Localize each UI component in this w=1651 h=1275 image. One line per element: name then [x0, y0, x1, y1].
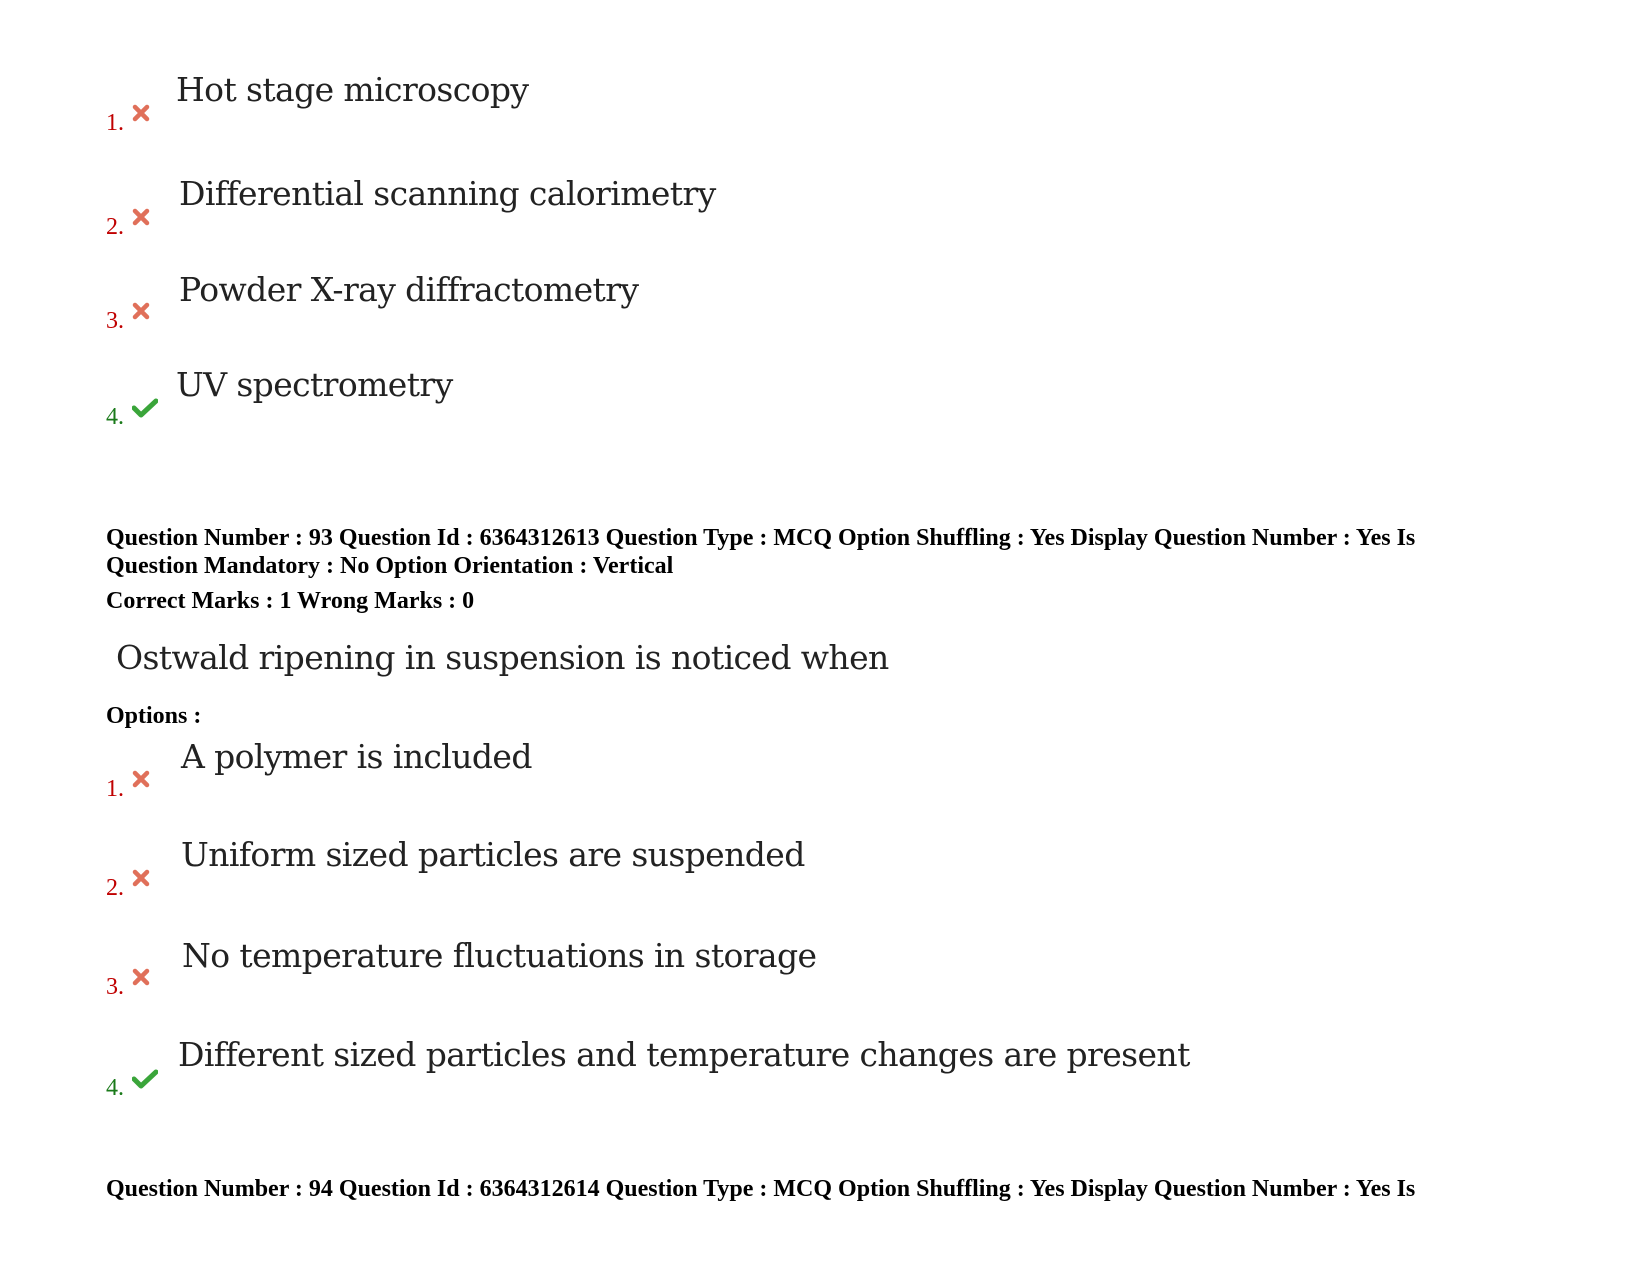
option-number: 3.	[106, 308, 124, 334]
option-text: Uniform sized particles are suspended	[181, 835, 805, 874]
cross-icon	[132, 968, 150, 986]
options-label: Options :	[106, 703, 202, 729]
option-text: No temperature fluctuations in storage	[182, 936, 817, 975]
cross-icon	[132, 869, 150, 887]
option-text: Powder X-ray diffractometry	[179, 270, 639, 309]
question-meta-line: Question Mandatory : No Option Orientation : Vertical	[106, 553, 674, 579]
cross-icon	[132, 208, 150, 226]
option-text: Different sized particles and temperature changes are present	[178, 1035, 1190, 1074]
option-number: 4.	[106, 404, 124, 430]
question-meta-line: Question Number : 94 Question Id : 6364312614 Question Type : MCQ Option Shuffling : Yes Display Question Number : Yes Is	[106, 1176, 1416, 1202]
question-text: Ostwald ripening in suspension is noticed when	[116, 638, 889, 677]
cross-icon	[132, 302, 150, 320]
option-text: A polymer is included	[181, 737, 532, 776]
option-text: Hot stage microscopy	[176, 70, 529, 109]
check-icon	[132, 1069, 158, 1089]
option-number: 2.	[106, 214, 124, 240]
option-number: 1.	[106, 776, 124, 802]
option-text: UV spectrometry	[176, 365, 453, 404]
check-icon	[132, 398, 158, 418]
option-number: 4.	[106, 1075, 124, 1101]
option-text: Differential scanning calorimetry	[179, 174, 716, 213]
option-number: 1.	[106, 110, 124, 136]
cross-icon	[132, 770, 150, 788]
question-meta-line: Question Number : 93 Question Id : 6364312613 Question Type : MCQ Option Shuffling : Yes Display Question Number : Yes Is	[106, 525, 1416, 551]
option-number: 3.	[106, 974, 124, 1000]
option-number: 2.	[106, 875, 124, 901]
question-marks: Correct Marks : 1 Wrong Marks : 0	[106, 588, 475, 614]
cross-icon	[132, 104, 150, 122]
